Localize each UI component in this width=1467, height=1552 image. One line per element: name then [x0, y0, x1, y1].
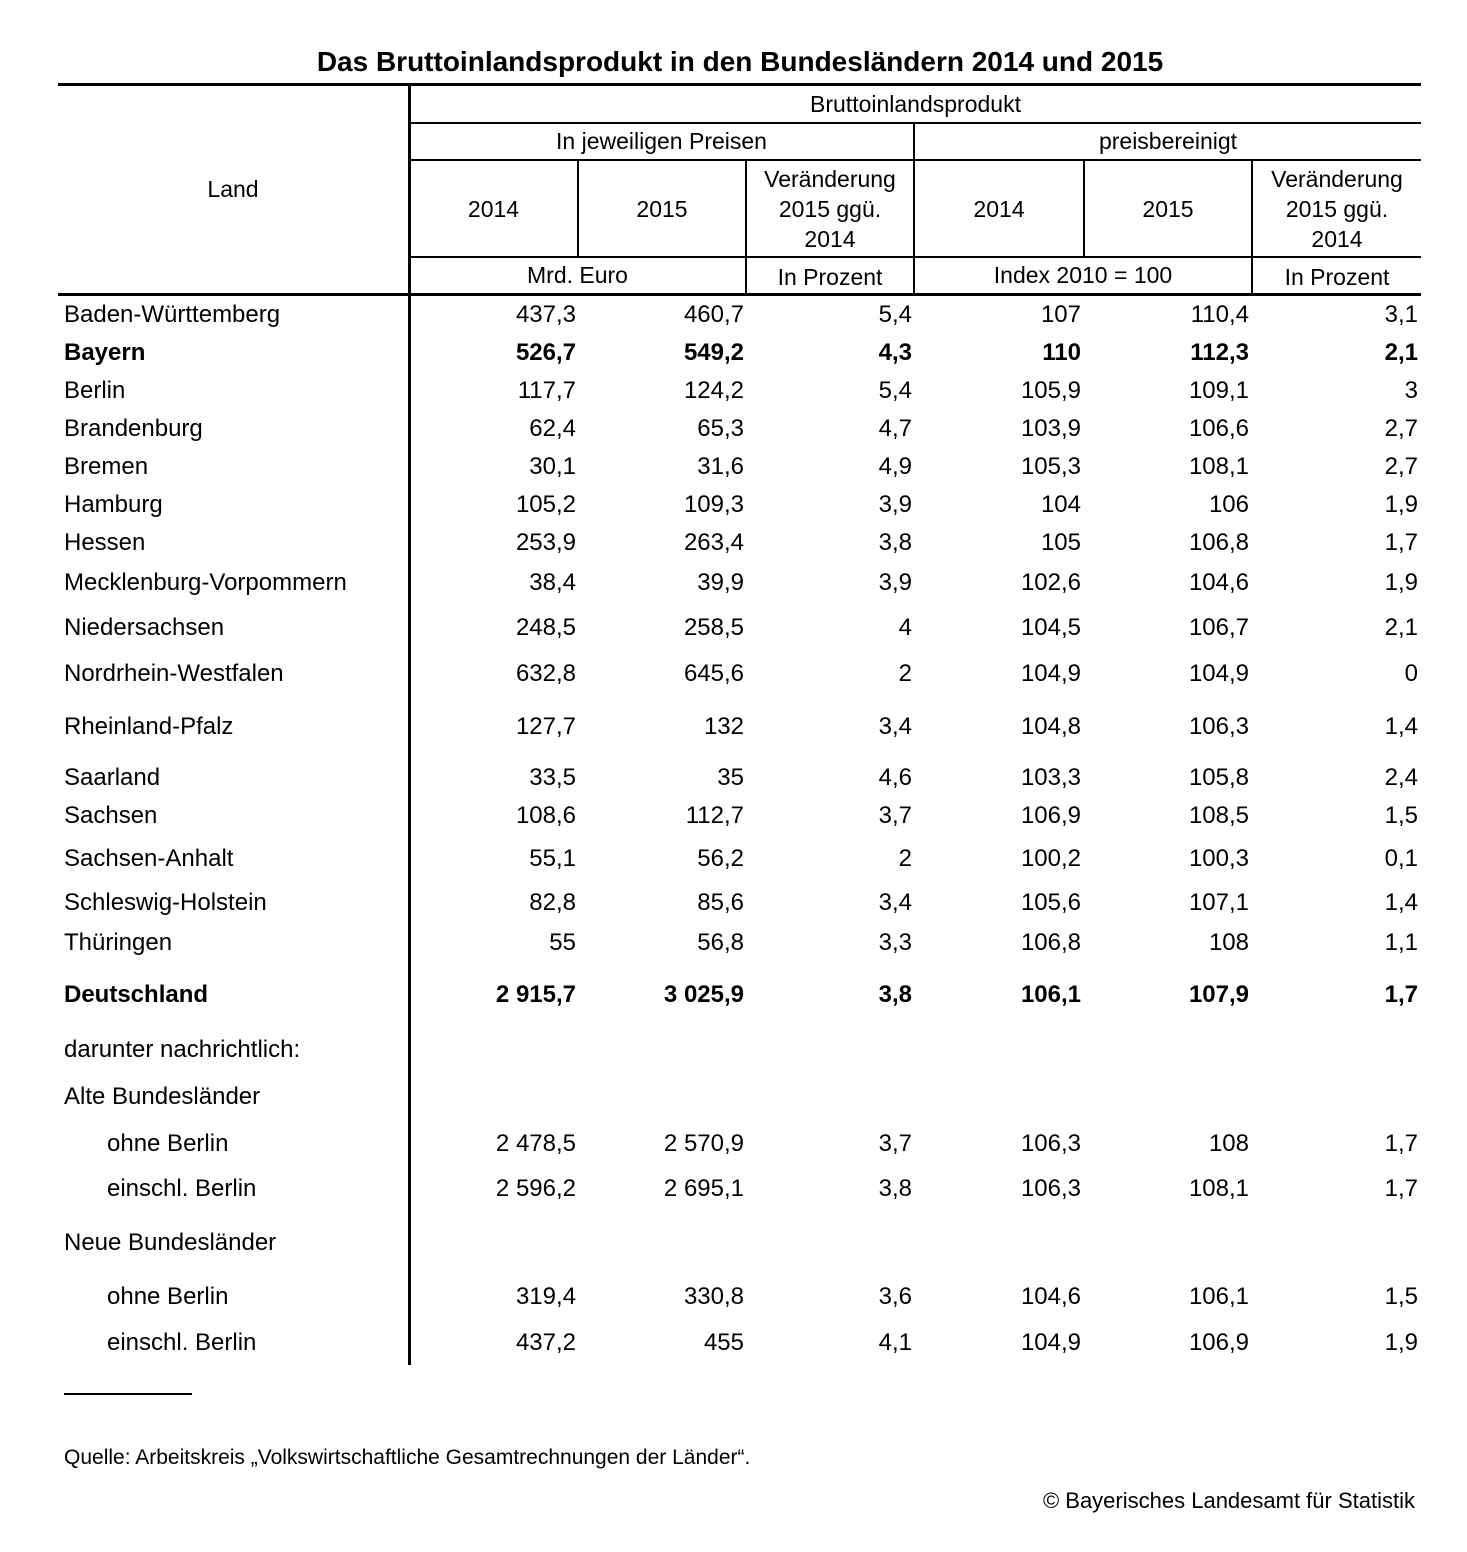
row-label: ohne Berlin	[107, 1130, 229, 1157]
row-value: 105,3	[1020, 453, 1081, 480]
row-value: 3 025,9	[663, 981, 744, 1008]
row-value: 112,3	[1190, 339, 1249, 366]
table-row	[0, 564, 1467, 602]
row-label: Mecklenburg-Vorpommern	[64, 569, 347, 596]
header-nominal: In jeweiligen Preisen	[556, 128, 767, 154]
row-value: 112,7	[685, 802, 744, 829]
row-value: 105	[1040, 529, 1081, 556]
table-row	[0, 410, 1467, 448]
row-value: 3,7	[878, 802, 912, 829]
row-value: 3,7	[878, 1130, 912, 1157]
row-value: 106	[1208, 491, 1249, 518]
row-value: 3,8	[878, 1175, 912, 1202]
change-line-2: 2015 ggü.	[778, 196, 882, 222]
row-label: Brandenburg	[64, 415, 203, 442]
row-value: 1,7	[1384, 529, 1418, 556]
row-value: 105,9	[1020, 377, 1081, 404]
row-value: 108	[1208, 1130, 1249, 1157]
row-value: 35	[717, 764, 744, 791]
row-value: 2,7	[1384, 415, 1418, 442]
row-value: 109,1	[1188, 377, 1249, 404]
unit-percent-real: In Prozent	[1284, 264, 1390, 290]
header-nominal-2014: 2014	[467, 196, 520, 222]
header-land: Land	[207, 176, 259, 202]
row-value: 437,2	[515, 1329, 576, 1356]
row-label: Deutschland	[64, 981, 209, 1008]
header-real: preisbereinigt	[1098, 128, 1238, 154]
row-value: 38,4	[529, 569, 576, 596]
header-nominal-change	[747, 164, 913, 254]
row-value: 106,3	[1020, 1130, 1081, 1157]
row-value: 2	[898, 660, 912, 687]
row-value: 1,4	[1384, 889, 1418, 916]
row-value: 1,5	[1384, 1283, 1418, 1310]
row-value: 3,3	[878, 929, 912, 956]
row-value: 2,1	[1384, 614, 1418, 641]
table-row	[0, 655, 1467, 693]
row-value: 55	[549, 929, 576, 956]
table-row	[0, 1125, 1467, 1163]
change-line-2: 2015 ggü.	[1285, 196, 1389, 222]
row-value: 632,8	[515, 660, 576, 687]
row-value: 33,5	[529, 764, 576, 791]
row-value: 3,4	[878, 889, 912, 916]
row-value: 1,7	[1384, 981, 1418, 1008]
row-value: 100,2	[1020, 845, 1081, 872]
row-value: 124,2	[683, 377, 744, 404]
row-value: 108	[1208, 929, 1249, 956]
row-value: 104,6	[1188, 569, 1249, 596]
row-value: 4,7	[878, 415, 912, 442]
row-value: 2 695,1	[663, 1175, 744, 1202]
row-label: einschl. Berlin	[107, 1329, 257, 1356]
row-value: 109,3	[683, 491, 744, 518]
row-label: Rheinland-Pfalz	[64, 713, 234, 740]
table-row	[0, 609, 1467, 647]
unit-index: Index 2010 = 100	[993, 262, 1173, 288]
row-value: 3	[1404, 377, 1418, 404]
row-value: 645,6	[683, 660, 744, 687]
row-value: 82,8	[529, 889, 576, 916]
row-label: Nordrhein-Westfalen	[64, 660, 284, 687]
header-real-change	[1253, 164, 1421, 254]
row-value: 1,9	[1384, 1329, 1418, 1356]
row-value: 1,5	[1384, 802, 1418, 829]
change-line-1: Veränderung	[1271, 166, 1403, 192]
table-row	[0, 486, 1467, 524]
row-value: 110,4	[1190, 301, 1249, 328]
header-real-2014: 2014	[973, 196, 1025, 222]
row-value: 106,1	[1188, 1283, 1249, 1310]
row-value: 30,1	[529, 453, 576, 480]
row-value: 104,8	[1020, 713, 1081, 740]
row-value: 55,1	[529, 845, 576, 872]
row-value: 106,6	[1188, 415, 1249, 442]
row-value: 3,9	[878, 569, 912, 596]
row-value: 106,3	[1188, 713, 1249, 740]
row-value: 3,8	[878, 981, 912, 1008]
row-value: 319,4	[515, 1283, 576, 1310]
row-value: 330,8	[683, 1283, 744, 1310]
row-value: 2,4	[1384, 764, 1418, 791]
row-value: 2,1	[1384, 339, 1418, 366]
change-line-3: 2014	[1311, 226, 1363, 252]
copyright: © Bayerisches Landesamt für Statistik	[1042, 1488, 1415, 1513]
table-row	[0, 1224, 1467, 1262]
row-value: 4,3	[878, 339, 912, 366]
row-value: 102,6	[1020, 569, 1081, 596]
row-label: Thüringen	[64, 929, 173, 956]
row-value: 1,1	[1384, 929, 1418, 956]
row-value: 107,9	[1188, 981, 1249, 1008]
table-row	[0, 924, 1467, 962]
row-value: 104,5	[1020, 614, 1081, 641]
row-value: 526,7	[515, 339, 576, 366]
table-row	[0, 372, 1467, 410]
row-label: Neue Bundesländer	[64, 1229, 277, 1256]
row-value: 2	[898, 845, 912, 872]
header-rule-subgroup	[410, 159, 1421, 161]
row-label: Berlin	[64, 377, 126, 404]
row-value: 56,8	[697, 929, 744, 956]
row-value: 2 915,7	[495, 981, 576, 1008]
row-label: Niedersachsen	[64, 614, 225, 641]
table-row	[0, 1170, 1467, 1208]
row-value: 3,1	[1384, 301, 1418, 328]
row-value: 108,1	[1188, 1175, 1249, 1202]
header-rule-years	[410, 256, 1421, 258]
header-group: Bruttoinlandsprodukt	[810, 91, 1021, 117]
table-row	[0, 524, 1467, 562]
row-value: 106,9	[1020, 802, 1081, 829]
table-row	[0, 759, 1467, 797]
row-value: 248,5	[515, 614, 576, 641]
row-value: 105,2	[515, 491, 576, 518]
row-value: 106,8	[1020, 929, 1081, 956]
source-note: Quelle: Arbeitskreis „Volkswirtschaftliche Gesamtrechnungen der Länder“.	[64, 1446, 751, 1469]
table-row	[0, 1031, 1467, 1069]
row-value: 549,2	[683, 339, 744, 366]
table-row	[0, 296, 1467, 334]
row-value: 263,4	[683, 529, 744, 556]
change-line-3: 2014	[804, 226, 856, 252]
row-value: 106,3	[1020, 1175, 1081, 1202]
row-value: 3,6	[878, 1283, 912, 1310]
row-value: 85,6	[697, 889, 744, 916]
row-value: 455	[703, 1329, 744, 1356]
row-value: 5,4	[878, 301, 912, 328]
header-rule-group	[410, 122, 1421, 124]
row-value: 110	[1042, 339, 1081, 366]
table-row	[0, 448, 1467, 486]
table-row	[0, 976, 1467, 1014]
table-row	[0, 334, 1467, 372]
table-row	[0, 1324, 1467, 1362]
row-value: 3,9	[878, 491, 912, 518]
header-nominal-2015: 2015	[636, 196, 688, 222]
row-label: Bremen	[64, 453, 149, 480]
row-label: Bayern	[64, 339, 146, 366]
row-value: 106,1	[1020, 981, 1081, 1008]
row-value: 104,9	[1020, 660, 1081, 687]
row-value: 258,5	[683, 614, 744, 641]
row-value: 253,9	[515, 529, 576, 556]
row-value: 132	[703, 713, 744, 740]
row-value: 104	[1040, 491, 1081, 518]
row-value: 1,7	[1384, 1175, 1418, 1202]
row-value: 103,3	[1020, 764, 1081, 791]
row-value: 3,4	[878, 713, 912, 740]
top-rule	[58, 83, 1421, 86]
row-value: 107,1	[1188, 889, 1249, 916]
row-value: 106,9	[1188, 1329, 1249, 1356]
row-value: 100,3	[1188, 845, 1249, 872]
table-row	[0, 884, 1467, 922]
change-line-1: Veränderung	[764, 166, 896, 192]
row-value: 460,7	[683, 301, 744, 328]
row-value: 1,7	[1384, 1130, 1418, 1157]
row-value: 104,9	[1188, 660, 1249, 687]
table-row	[0, 1278, 1467, 1316]
row-label: Saarland	[64, 764, 161, 791]
row-value: 0,1	[1384, 845, 1418, 872]
row-value: 2,7	[1384, 453, 1418, 480]
row-value: 105,6	[1020, 889, 1081, 916]
row-value: 31,6	[697, 453, 744, 480]
table-row	[0, 797, 1467, 835]
header-real-2015: 2015	[1142, 196, 1194, 222]
row-label: Hessen	[64, 529, 146, 556]
row-value: 105,8	[1188, 764, 1249, 791]
row-value: 4	[898, 614, 912, 641]
row-value: 65,3	[697, 415, 744, 442]
row-value: 1,9	[1384, 569, 1418, 596]
row-value: 1,4	[1384, 713, 1418, 740]
row-value: 437,3	[515, 301, 576, 328]
row-value: 56,2	[697, 845, 744, 872]
unit-percent-nominal: In Prozent	[777, 264, 883, 290]
row-label: einschl. Berlin	[107, 1175, 257, 1202]
row-value: 108,6	[515, 802, 576, 829]
unit-euro: Mrd. Euro	[527, 262, 628, 288]
row-value: 62,4	[529, 415, 576, 442]
table-row	[0, 840, 1467, 878]
page-title: Das Bruttoinlandsprodukt in den Bundesländern 2014 und 2015	[316, 46, 1164, 77]
row-label: darunter nachrichtlich:	[64, 1036, 301, 1063]
row-value: 0	[1404, 660, 1418, 687]
table-row	[0, 708, 1467, 746]
row-value: 2 570,9	[663, 1130, 744, 1157]
row-label: Baden-Württemberg	[64, 301, 281, 328]
row-label: ohne Berlin	[107, 1283, 229, 1310]
row-value: 108,5	[1188, 802, 1249, 829]
row-label: Hamburg	[64, 491, 163, 518]
row-value: 4,6	[878, 764, 912, 791]
row-value: 104,6	[1020, 1283, 1081, 1310]
row-value: 117,7	[517, 377, 576, 404]
row-label: Sachsen-Anhalt	[64, 845, 234, 872]
row-value: 104,9	[1020, 1329, 1081, 1356]
row-value: 107	[1040, 301, 1081, 328]
row-value: 106,8	[1188, 529, 1249, 556]
row-label: Schleswig-Holstein	[64, 889, 267, 916]
row-value: 1,9	[1384, 491, 1418, 518]
row-value: 39,9	[697, 569, 744, 596]
footnote-rule	[64, 1393, 192, 1395]
row-value: 2 478,5	[495, 1130, 576, 1157]
row-value: 106,7	[1188, 614, 1249, 641]
row-value: 3,8	[878, 529, 912, 556]
row-value: 4,9	[878, 453, 912, 480]
row-value: 4,1	[878, 1329, 912, 1356]
row-label: Alte Bundesländer	[64, 1083, 261, 1110]
row-value: 127,7	[515, 713, 576, 740]
table-row	[0, 1078, 1467, 1116]
row-value: 108,1	[1188, 453, 1249, 480]
row-value: 2 596,2	[495, 1175, 576, 1202]
row-label: Sachsen	[64, 802, 158, 829]
row-value: 103,9	[1020, 415, 1081, 442]
row-value: 5,4	[878, 377, 912, 404]
